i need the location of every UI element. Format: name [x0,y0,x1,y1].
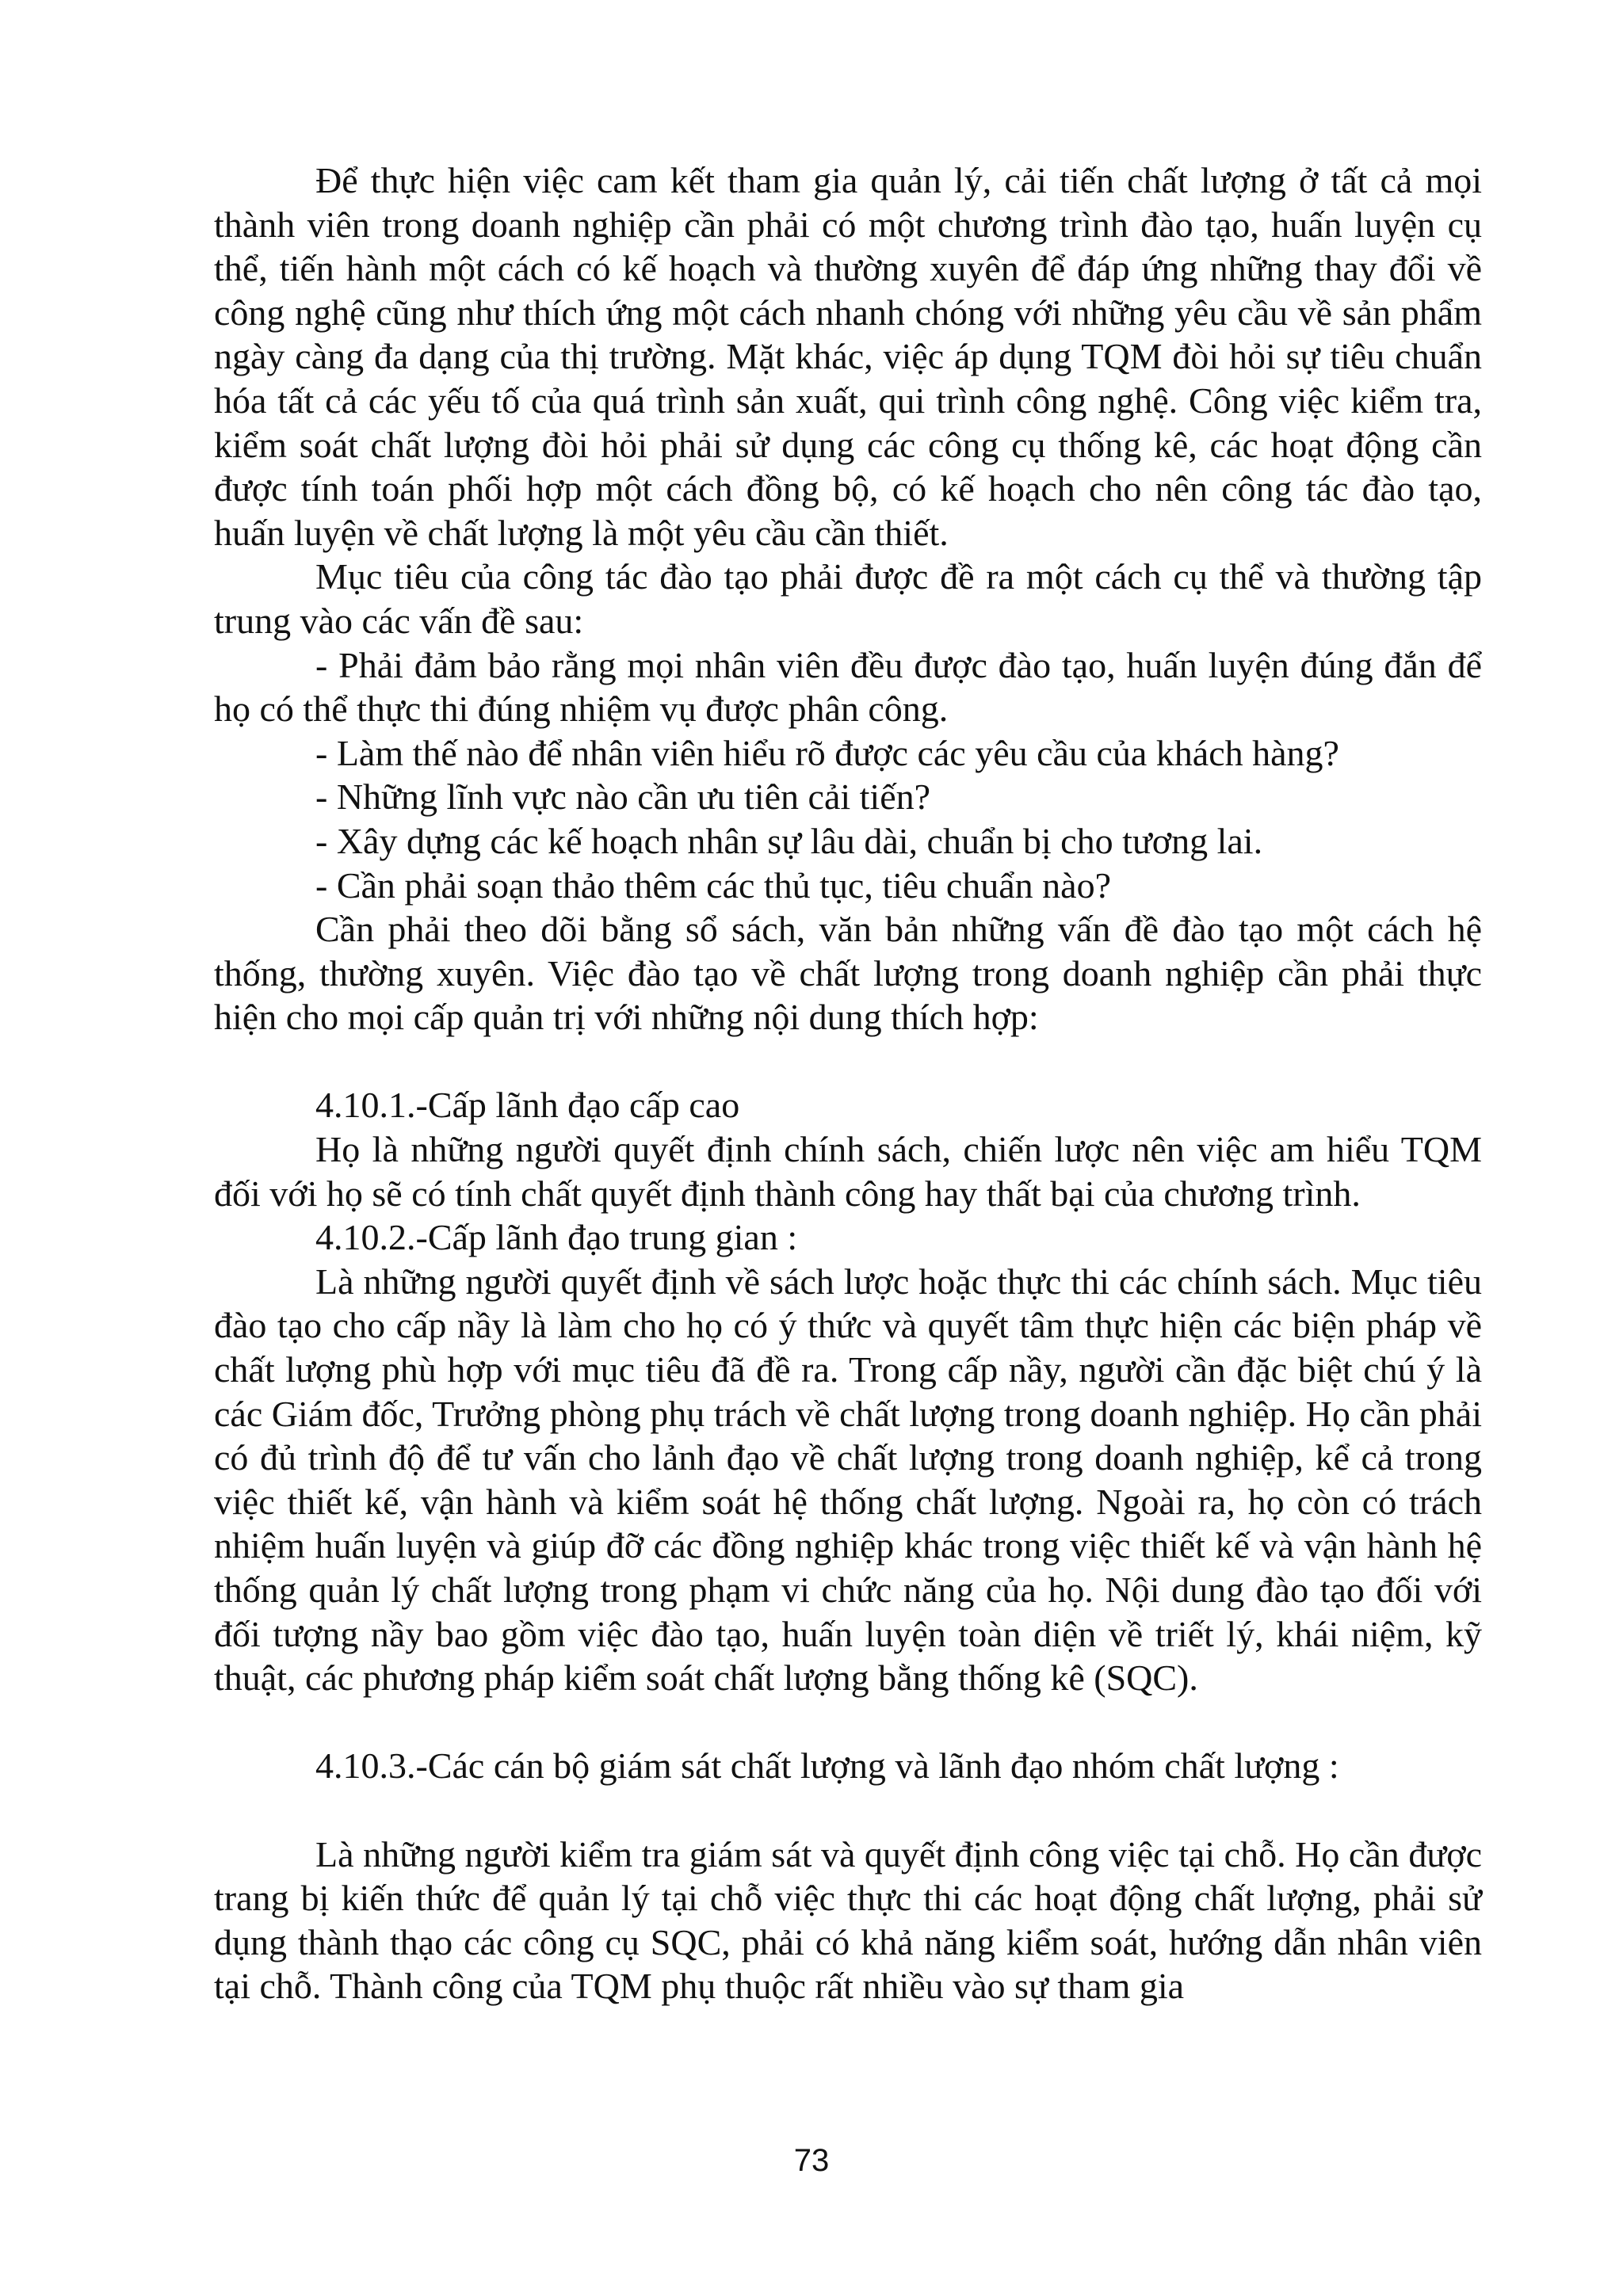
spacer [214,1700,1482,1745]
list-item: - Xây dựng các kế hoạch nhân sự lâu dài, chuẩn bị cho tương lai. [315,820,1263,861]
section-heading-4-10-2: 4.10.2.-Cấp lãnh đạo trung gian : [315,1217,798,1258]
section-body-4-10-1: Họ là những người quyết định chính sách, chiến lược nên việc am hiểu TQM đối với họ sẽ có tính chất quyết định thành công hay thất bại của chương trình. [214,1129,1482,1214]
list-item: - Những lĩnh vực nào cần ưu tiên cải tiến? [315,776,931,818]
section-body-4-10-3: Là những người kiểm tra giám sát và quyết định công việc tại chỗ. Họ cần được trang bị kiến thức để quản lý tại chỗ việc thực thi các hoạt động chất lượng, phải sử dụng thành thạo các công cụ SQC, phải có khả năng kiểm soát, hướng dẫn nhân viên tại chỗ. Thành công của TQM phụ thuộc rất nhiều vào sự tham gia [214,1833,1482,2007]
objectives-paragraph: Mục tiêu của công tác đào tạo phải được đề ra một cách cụ thể và thường tập trung vào các vấn đề sau: [214,556,1482,641]
list-item: - Làm thế nào để nhân viên hiểu rõ được các yêu cầu của khách hàng? [315,732,1339,773]
document-page [214,158,1482,2008]
objectives-list [214,643,1482,908]
intro-paragraph: Để thực hiện việc cam kết tham gia quản lý, cải tiến chất lượng ở tất cả mọi thành viên trong doanh nghiệp cần phải có một chương trình đào tạo, huấn luyện cụ thể, tiến hành một cách có kế hoạch và thường xuyên để đáp ứng những thay đổi về công nghệ cũng như thích ứng một cách nhanh chóng với những yêu cầu về sản phẩm ngày càng đa dạng của thị trường. Mặt khác, việc áp dụng TQM đòi hỏi sự tiêu chuẩn hóa tất cả các yếu tố của quá trình sản xuất, qui trình công nghệ. Công việc kiểm tra, kiểm soát chất lượng đòi hỏi phải sử dụng các công cụ thống kê, các hoạt động cần được tính toán phối hợp một cách đồng bộ, có kế hoạch cho nên công tác đào tạo, huấn luyện về chất lượng là một yêu cầu cần thiết. [214,160,1482,553]
section-body-4-10-2: Là những người quyết định về sách lược hoặc thực thi các chính sách. Mục tiêu đào tạo cho cấp nầy là làm cho họ có ý thức và quyết tâm thực hiện các biện pháp về chất lượng phù hợp với mục tiêu đã đề ra. Trong cấp nầy, người cần đặc biệt chú ý là các Giám đốc, Trưởng phòng phụ trách về chất lượng trong doanh nghiệp. Họ cần phải có đủ trình độ để tư vấn cho lảnh đạo về chất lượng trong doanh nghiệp, kể cả trong việc thiết kế, vận hành và kiểm soát hệ thống chất lượng. Ngoài ra, họ còn có trách nhiệm huấn luyện và giúp đỡ các đồng nghiệp khác trong việc thiết kế và vận hành hệ thống quản lý chất lượng trong phạm vi chức năng của họ. Nội dung đào tạo đối với đối tượng nầy bao gồm việc đào tạo, huấn luyện toàn diện về triết lý, khái niệm, kỹ thuật, các phương pháp kiểm soát chất lượng bằng thống kê (SQC). [214,1261,1482,1699]
list-item: - Cần phải soạn thảo thêm các thủ tục, tiêu chuẩn nào? [315,864,1111,906]
page-number: 73 [793,2143,830,2178]
section-heading-4-10-3: 4.10.3.-Các cán bộ giám sát chất lượng và lãnh đạo nhóm chất lượng : [315,1745,1339,1787]
spacer [214,1039,1482,1084]
records-paragraph: Cần phải theo dõi bằng sổ sách, văn bản những vấn đề đào tạo một cách hệ thống, thường xuyên. Việc đào tạo về chất lượng trong doanh nghiệp cần phải thực hiện cho mọi cấp quản trị với những nội dung thích hợp: [214,909,1482,1038]
list-item: - Phải đảm bảo rằng mọi nhân viên đều được đào tạo, huấn luyện đúng đắn để họ có thể thực thi đúng nhiệm vụ được phân công. [214,644,1482,730]
section-heading-4-10-1: 4.10.1.-Cấp lãnh đạo cấp cao [315,1085,740,1126]
spacer [214,1788,1482,1833]
